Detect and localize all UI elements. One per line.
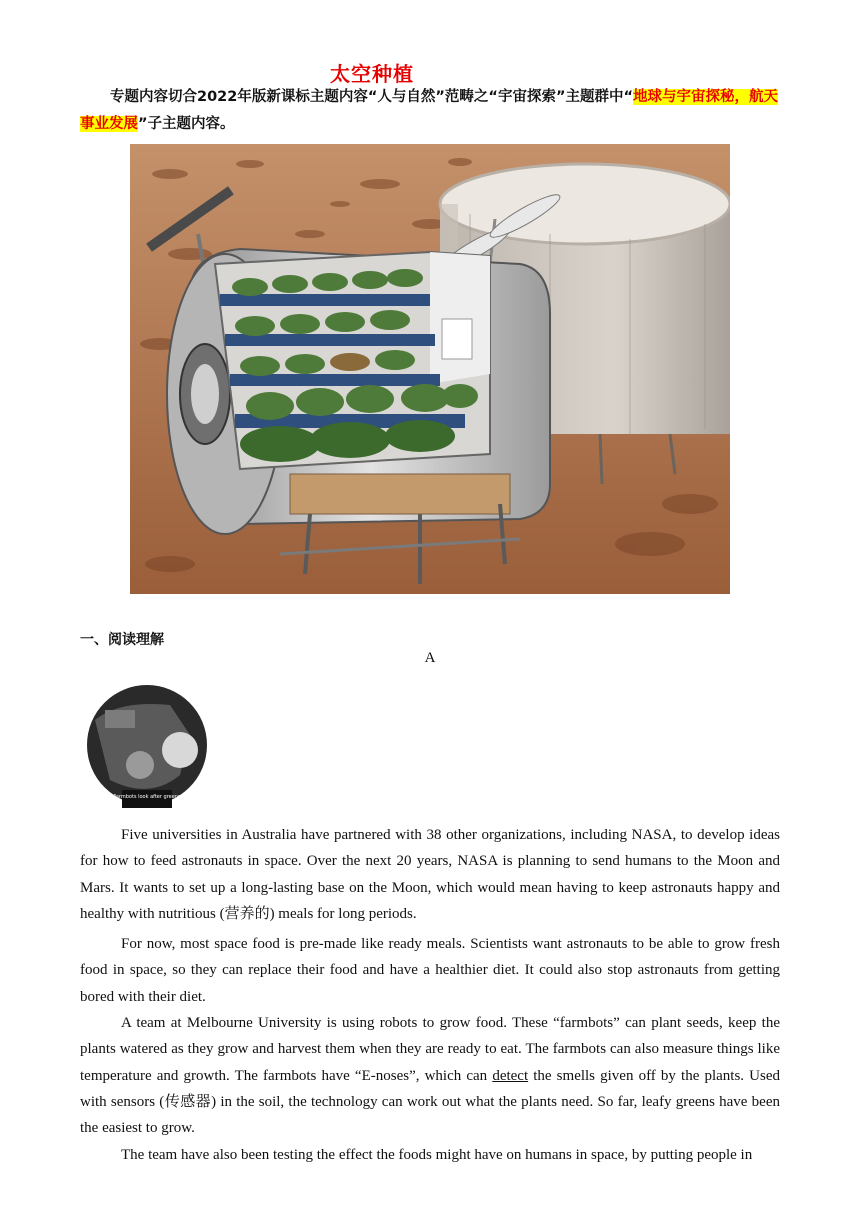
paragraph-3	[80, 1010, 780, 1141]
farmbot-photo	[80, 680, 210, 815]
paragraph-3-part-2: the smells given off by the plants. Used with sensors (传感器) in the soil, the technology can work out what the plants need. So far, leafy greens have been the easiest to grow.	[80, 1067, 781, 1137]
paragraph-2: For now, most space food is pre-made like ready meals. Scientists want astronauts to be able to grow fresh food in space, so they can replace their food and have a healthier diet. It could also stop astronauts from getting bored with their diet.	[80, 936, 780, 1005]
intro-text-after: ”子主题内容。	[138, 116, 235, 132]
intro-paragraph	[80, 84, 780, 138]
paragraph-1: Five universities in Australia have partnered with 38 other organizations, including NASA, to develop ideas for how to feed astronauts in space. Over the next 20 years, NASA is planning to send humans to the Moon and Mars. It wants to set up a long-lasting base on the Moon, which would mean having to keep astronauts happy and healthy with nutritious (营养的) meals for long periods.	[80, 827, 780, 922]
passage-body	[80, 822, 780, 1168]
section-heading: 一、阅读理解	[80, 632, 164, 648]
photo-caption: Farmbots look after greens	[113, 794, 181, 800]
passage-label: A	[424, 650, 436, 666]
document-title: 太空种植	[330, 62, 414, 86]
intro-highlight: 地球与宇宙探秘，航天事业发展	[80, 89, 779, 132]
underlined-word: detect	[492, 1067, 529, 1084]
intro-text-before: 专题内容切合2022年版新课标主题内容“人与自然”范畴之“宇宙探索”主题群中“	[110, 89, 634, 105]
paragraph-3-part-1: A team at Melbourne University is using robots to grow food. These “farmbots” can plant seeds, keep the plants watered as they grow and harvest them when they are ready to eat. The farmbots can also measure things like temperature and growth. The farmbots have “E-noses”, which can	[80, 1015, 780, 1084]
paragraph-4: The team have also been testing the effect the foods might have on humans in space, by putting people in	[121, 1146, 753, 1163]
greenhouse-habitat-illustration	[130, 144, 730, 594]
